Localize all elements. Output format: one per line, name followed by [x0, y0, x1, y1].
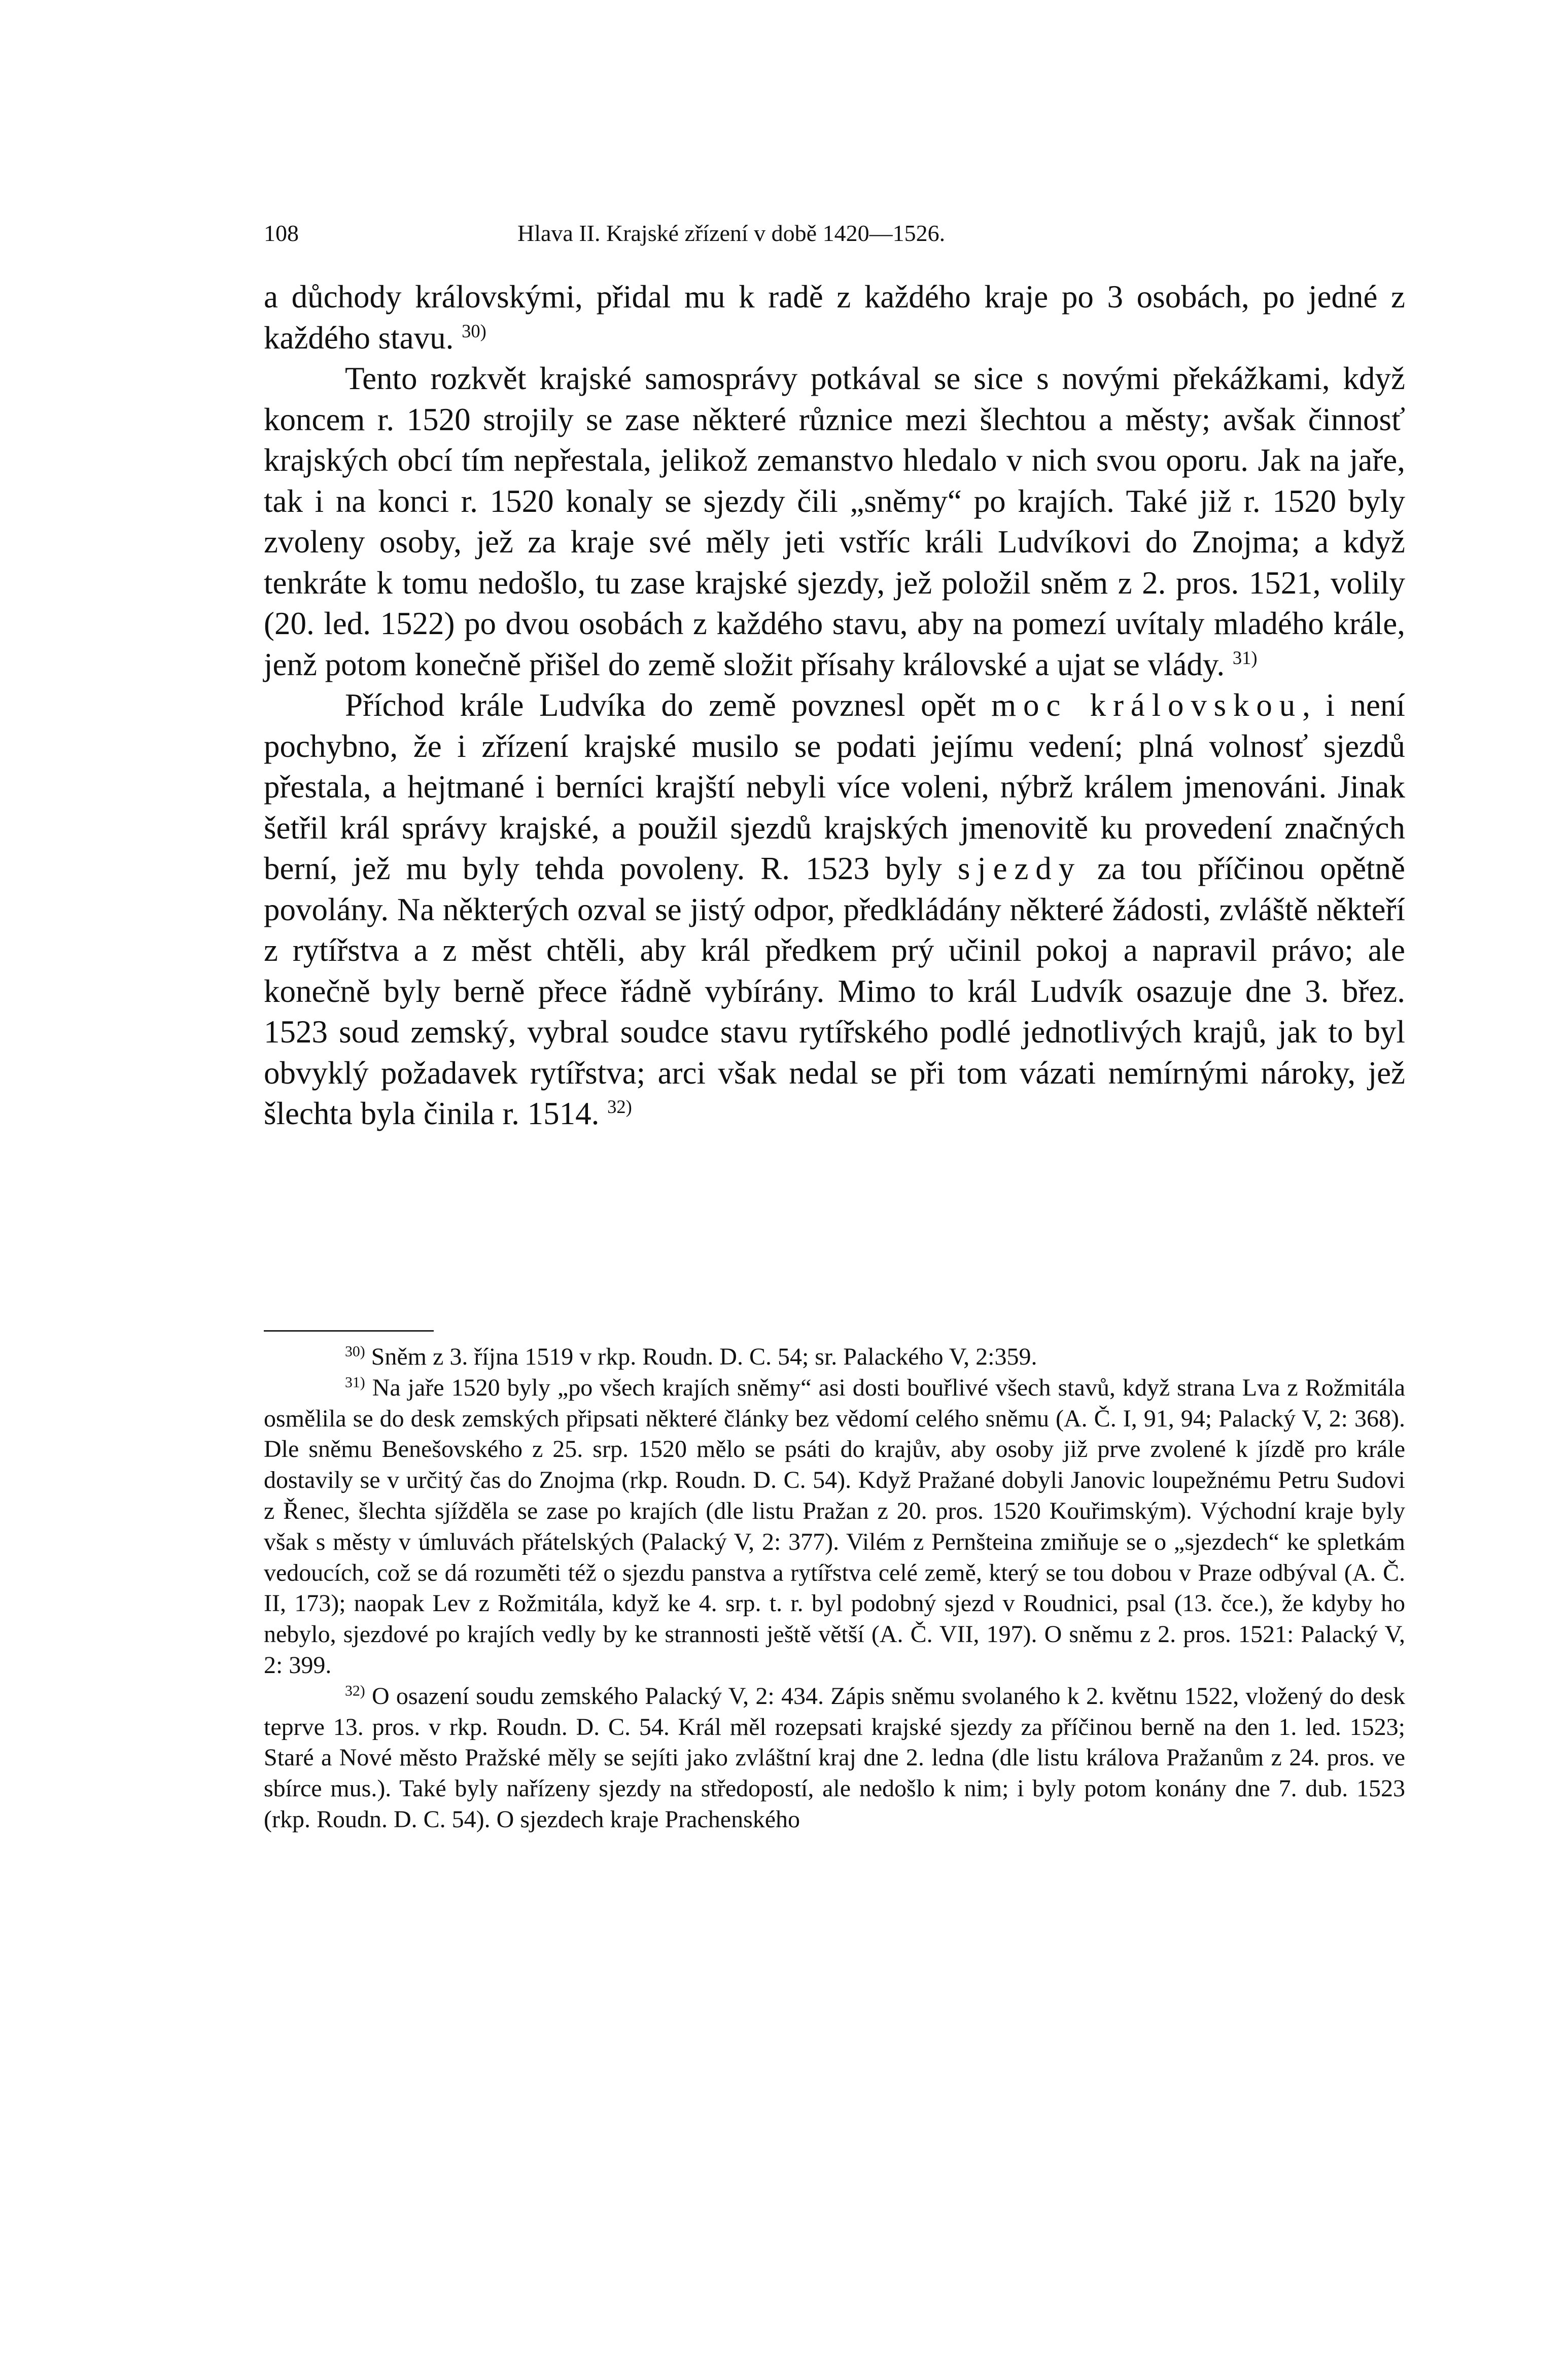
footnote-mark: 31)	[345, 1374, 365, 1391]
paragraph-3-text-c: za tou příčinou opětně povolány. Na některých ozval se jistý odpor, předkládány některé žádosti, zvláště někteří z rytířstva a z měst chtěli, aby král předkem prý učinil pokoj a napravil právo; ale konečně byly berně přece řádně vybírány. Mimo to král Ludvík osazuje dne 3. břez. 1523 soud zemský, vybral soudce stavu rytířského podlé jednotlivých krajů, jak to byl obvyklý požadavek rytířstva; arci však nedal se při tom vázati nemírnými nároky, jež šlechta byla činila r. 1514.	[264, 851, 1406, 1131]
footnote-31	[264, 1373, 1405, 1681]
footnote-text: Na jaře 1520 byly „po všech krajích sněmy“ asi dosti bouřlivé všech stavů, když strana Lva z Rožmitála osmělila se do desk zemských připsati některé články bez vědomí celého sněmu (A. Č. I, 91, 94; Palacký V, 2: 368). Dle sněmu Benešovského z 25. srp. 1520 mělo se psáti do krajův, aby osoby již prve zvolené k jízdě pro krále dostavily se v určitý čas do Znojma (rkp. Roudn. D. C. 54). Když Pražané dobyli Janovic loupežnému Petru Sudovi z Řenec, šlechta sjížděla se zase po krajích (dle listu Pražan z 20. pros. 1520 Kouřimským). Východní kraje byly však s městy v úmluvách přátelských (Palacký V, 2: 377). Vilém z Pernšteina zmiňuje se o „sjezdech“ ke spletkám vedoucích, což se dá rozuměti též o sjezdu panstva a rytířstva celé země, který se tou dobou v Praze odbýval (A. Č. II, 173); naopak Lev z Rožmitála, když ke 4. srp. t. r. byl podobný sjezd v Roudnici, psal (13. čce.), že kdyby ho nebylo, sjezdové po krajích vedly by ke strannosti ještě větší (A. Č. VII, 197). O sněmu z 2. pros. 1521: Palacký V, 2: 399.	[264, 1374, 1406, 1679]
emphasis-sjezdy: sjezdy	[957, 851, 1082, 886]
note-ref-32: 32)	[607, 1096, 632, 1118]
footnote-30	[264, 1342, 1405, 1373]
footnote-text: Sněm z 3. října 1519 v rkp. Roudn. D. C. 54; sr. Palackého V, 2:359.	[371, 1343, 1037, 1370]
emphasis-moc-kralovskou: moc královskou	[991, 687, 1303, 723]
footnote-text: O osazení soudu zemského Palacký V, 2: 434. Zápis sněmu svolaného k 2. květnu 1522, vložený do desk teprve 13. pros. v rkp. Roudn. D. C. 54. Král měl rozepsati krajské sjezdy za příčinou berně na den 1. led. 1523; Staré a Nové město Pražské měly se sejíti jako zvláštní kraj dne 2. ledna (dle listu králova Pražanům z 24. pros. ve sbírce mus.). Také byly nařízeny sjezdy na středopostí, ale nedošlo k nim; i byly potom konány dne 7. dub. 1523 (rkp. Roudn. D. C. 54). O sjezdech kraje Prachenského	[264, 1682, 1406, 1833]
footnote-mark: 30)	[345, 1343, 365, 1360]
paragraph-3-text-a: Příchod krále Ludvíka do země povznesl opět	[345, 687, 976, 723]
paragraph-3-text-b: , i není pochybno, že i zřízení krajské musilo se podati jejímu vedení; plná volnosť sjezdů přestala, a hejtmané i berníci krajští nebyli více voleni, nýbrž králem jmenováni. Jinak šetřil král správy krajské, a použil sjezdů krajských jmenovitě ku provedení značných berní, jež mu byly tehda povoleny. R. 1523 byly	[264, 687, 1406, 886]
footnote-rule	[264, 1330, 434, 1332]
running-title: Hlava II. Krajské zřízení v době 1420—1526.	[517, 220, 946, 246]
page-header	[264, 216, 1126, 251]
paragraph-1	[264, 276, 1405, 358]
paragraph-3	[264, 685, 1405, 1134]
paragraph-1-text: a důchody královskými, přidal mu k radě z každého kraje po 3 osobách, po jedné z každého stavu.	[264, 279, 1405, 356]
footnotes	[264, 1342, 1405, 1835]
note-ref-31: 31)	[1232, 647, 1258, 668]
paragraph-2-text: Tento rozkvět krajské samosprávy potkával se sice s novými překážkami, když koncem r. 1520 strojily se zase některé různice mezi šlechtou a městy; avšak činnosť krajských obcí tím nepřestala, jelikož zemanstvo hledalo v nich svou oporu. Jak na jaře, tak i na konci r. 1520 konaly se sjezdy čili „sněmy“ po krajích. Také již r. 1520 byly zvoleny osoby, jež za kraje své měly jeti vstříc králi Ludvíkovi do Znojma; a když tenkráte k tomu nedošlo, tu zase krajské sjezdy, jež položil sněm z 2. pros. 1521, volily (20. led. 1522) po dvou osobách z každého stavu, aby na pomezí uvítaly mladého krále, jenž potom konečně přišel do země složit přísahy královské a ujat se vlády.	[264, 361, 1405, 682]
main-text	[264, 276, 1405, 1134]
footnote-32	[264, 1681, 1405, 1835]
note-ref-30: 30)	[462, 320, 486, 341]
footnote-mark: 32)	[345, 1682, 365, 1699]
paragraph-2	[264, 358, 1405, 685]
page-number: 108	[264, 220, 299, 246]
